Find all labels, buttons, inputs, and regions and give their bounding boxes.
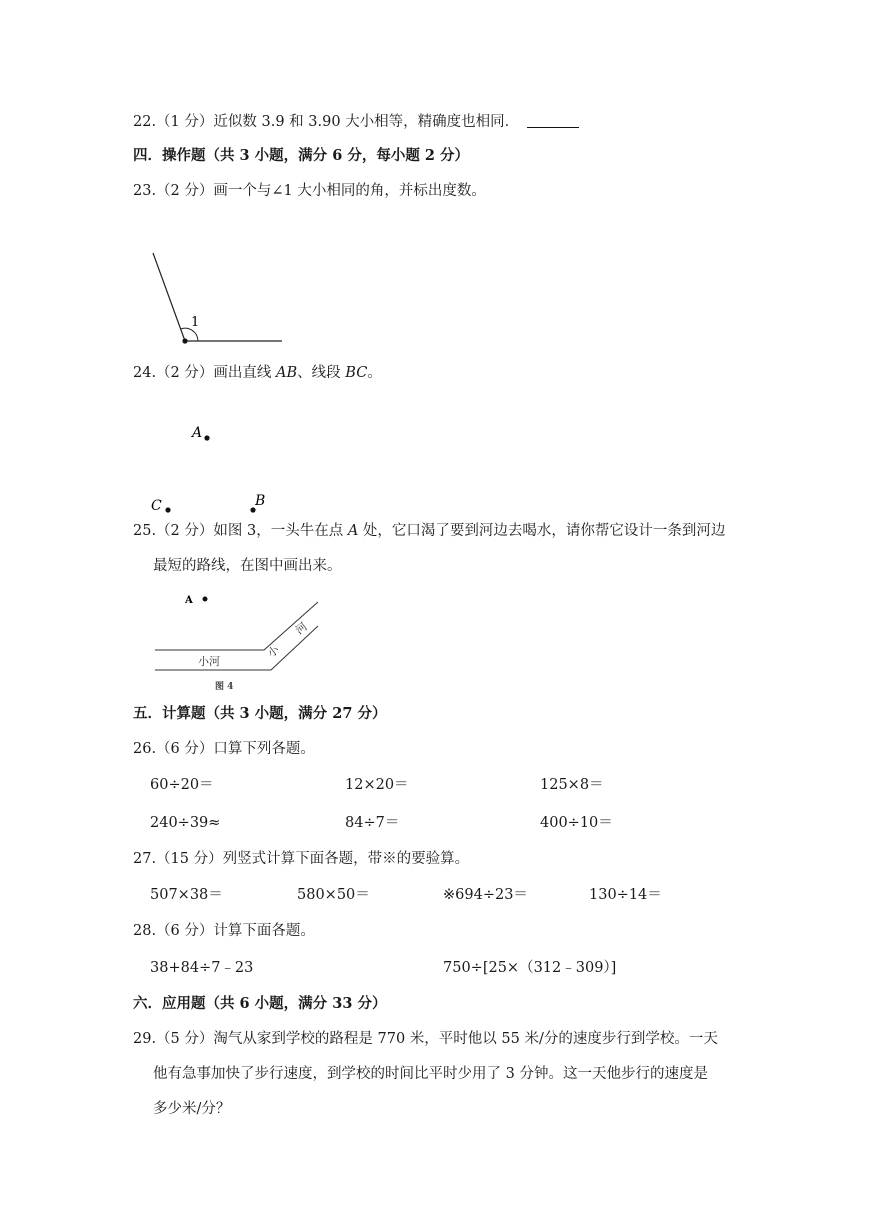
point-a-label: A	[192, 425, 203, 441]
points-figure	[140, 418, 280, 518]
river-point-a-label: A	[185, 595, 193, 606]
figure-caption: 图 4	[215, 682, 234, 692]
q27-item: 580×50＝	[297, 887, 370, 903]
angle-vertex	[182, 338, 187, 343]
q28-item: 38+84÷7﹣23	[150, 960, 254, 976]
q28-item: 750÷[25×（312﹣309）]	[443, 960, 617, 976]
question-25-line-2: 最短的路线，在图中画出来。	[153, 558, 342, 574]
question-28-text: 28.（6 分）计算下面各题。	[133, 923, 315, 939]
question-29-line-3: 多少米/分？	[153, 1101, 231, 1117]
question-26-text: 26.（6 分）口算下列各题。	[133, 741, 315, 757]
section-5-title: 五．计算题（共 3 小题，满分 27 分）	[133, 705, 387, 722]
q26-item: 125×8＝	[540, 777, 604, 793]
river-figure	[150, 588, 325, 694]
q26-item: 12×20＝	[345, 777, 409, 793]
q26-item: 240÷39≈	[150, 815, 221, 831]
question-24-text: 24.（2 分）画出直线 AB、线段 BC。	[133, 365, 382, 381]
angle-ray-1	[153, 253, 185, 341]
point-c	[165, 507, 170, 512]
angle-label: 1	[191, 315, 200, 330]
question-29-line-2: 他有急事加快了步行速度，到学校的时间比平时少用了 3 分钟。这一天他步行的速度是	[153, 1066, 708, 1082]
point-b-label: B	[255, 493, 266, 509]
river-point-a	[203, 597, 208, 602]
question-23-text: 23.（2 分）画一个与∠1 大小相同的角，并标出度数。	[133, 183, 486, 199]
question-27-text: 27.（15 分）列竖式计算下面各题，带※的要验算。	[133, 851, 470, 867]
q26-item: 60÷20＝	[150, 777, 214, 793]
point-c-label: C	[151, 498, 162, 514]
section-4-title: 四．操作题（共 3 小题，满分 6 分，每小题 2 分）	[133, 147, 470, 164]
river-label-3: 河	[293, 619, 310, 637]
q26-item: 400÷10＝	[540, 815, 613, 831]
river-label-2: 小	[265, 642, 282, 660]
question-25-line-1: 25.（2 分）如图 3，一头牛在点 A 处，它口渴了要到河边去喝水，请你帮它设计一条到河边	[133, 523, 726, 539]
q26-item: 84÷7＝	[345, 815, 400, 831]
q27-item: ※694÷23＝	[443, 887, 528, 903]
section-6-title: 六．应用题（共 6 小题，满分 33 分）	[133, 995, 387, 1012]
q27-item: 507×38＝	[150, 887, 223, 903]
question-22	[133, 112, 579, 132]
river-bank-bottom	[155, 626, 318, 670]
question-22-text: 22.（1 分）近似数 3.9 和 3.90 大小相等，精确度也相同．	[133, 114, 520, 130]
angle-figure	[140, 245, 290, 350]
q27-item: 130÷14＝	[589, 887, 662, 903]
answer-blank[interactable]	[527, 112, 579, 128]
river-label-1: 小河	[198, 655, 220, 668]
question-29-line-1: 29.（5 分）淘气从家到学校的路程是 770 米，平时他以 55 米/分的速度步行到学校。一天	[133, 1031, 718, 1047]
point-a	[204, 435, 209, 440]
